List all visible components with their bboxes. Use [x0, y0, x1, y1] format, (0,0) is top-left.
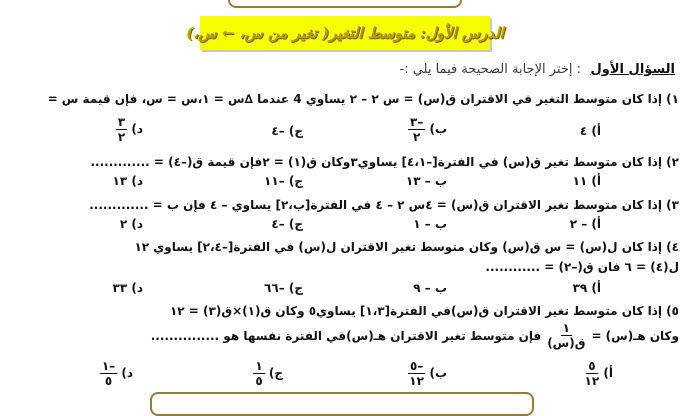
item-1-choice-d-label: د) — [131, 122, 143, 136]
item-5-choice-c[interactable] — [253, 360, 283, 387]
item-1-choice-c[interactable]: ج) –٤ — [271, 124, 303, 138]
item-1-choice-a[interactable]: أ) ٤ — [579, 124, 601, 138]
fraction-numerator: ٥ — [588, 359, 596, 373]
item-4-choices — [0, 281, 693, 299]
item-1-choice-b[interactable] — [408, 116, 447, 143]
item-4-text: ٤) إذا كان ل(س) = س ق(س) وكان متوسط تغير الاقتران ل(س) في الفترة[–٢،٤] يساوي ١٢ — [134, 240, 679, 254]
item-2-choice-d[interactable]: د) ١٣ — [112, 174, 143, 188]
fraction-denominator: ٢ — [412, 130, 421, 144]
item-5-choice-a-fraction — [585, 360, 600, 387]
item-1-choice-b-fraction — [408, 116, 425, 143]
item-1-choice-d[interactable] — [116, 116, 143, 143]
item-5-choice-d-fraction — [100, 360, 117, 387]
item-2-choice-c[interactable]: ج) –١١ — [264, 174, 303, 188]
item-5-text-continued — [151, 322, 679, 349]
fraction-denominator: ٥ — [255, 374, 263, 388]
item-3-choices — [0, 217, 693, 235]
lesson-title: الدرس الأول: متوسط التغير( تغير من س، ← س،) — [186, 24, 504, 42]
item-5-choice-b-label: ب) — [429, 366, 447, 380]
item-2-choices — [0, 174, 693, 192]
fraction-numerator: –١ — [101, 359, 116, 373]
fraction-denominator: ٢ — [117, 130, 126, 144]
fraction-denominator: ٥ — [104, 374, 113, 388]
item-4-choice-b[interactable]: ب – ٩ — [413, 281, 447, 295]
item-5-choices — [0, 360, 693, 394]
item-5-choice-d-label: د) — [121, 366, 133, 380]
fraction-denominator: ق(س) — [547, 336, 586, 350]
item-3-choice-c[interactable]: ج) –٤ — [271, 217, 303, 231]
item-1-choices — [0, 114, 693, 148]
fraction-numerator: –٥ — [409, 359, 424, 373]
item-5-choice-c-label: ج) — [268, 366, 283, 380]
fraction-numerator: ١ — [255, 359, 263, 373]
item-5-choice-a-label: أ) — [603, 366, 613, 380]
item-5-choice-b-fraction — [408, 360, 425, 387]
item-5-choice-a[interactable] — [585, 360, 613, 387]
item-1-choice-d-fraction — [116, 116, 127, 143]
item-3-choice-d[interactable]: د) ٢ — [119, 217, 143, 231]
item-5-text: ٥) إذا كان متوسط تغير الاقتران ق(س)في الفترة[١،٣] يساوي٥ وكان ق(١)×ق(٣) = ١٢ — [169, 304, 679, 318]
fraction-denominator: ١٢ — [409, 374, 424, 388]
item-4-choice-a[interactable]: أ) ٣٩ — [572, 281, 601, 295]
item-4-text-continued: ل(٤) = ٦ فان ق(–٢) = ............ — [485, 260, 679, 274]
item-2-text: ٢) إذا كان متوسط تغير ق(س) في الفترة[–٤،١] يساوي٣وكان ق(١) = ٢فإن قيمة ق(–٤) = ............. — [90, 155, 679, 169]
item-1-text: ١) إذا كان متوسط التغير في الاقتران ق(س) = س ٢ – ٢ يساوي 4 عندما ∆س = ١،س = س، فإن قيمة س = — [47, 92, 679, 106]
item-5-choice-b[interactable] — [408, 360, 447, 387]
item-2-choice-b[interactable]: ب – ١٣ — [405, 174, 447, 188]
question-title: السؤال الأول — [590, 62, 675, 77]
item-4-choice-d[interactable]: د) ٣٣ — [112, 281, 143, 295]
item-3-choice-a[interactable]: أ) – ٢ — [569, 217, 601, 231]
fraction-numerator: ٣ — [117, 115, 126, 129]
item-3-text: ٣) إذا كان متوسط تغير الاقتران ق(س) = ٤س ٢ – ٤ في الفترة[ب،٢] يساوي – ٤ فإن ب = ............. — [89, 198, 679, 212]
fraction-numerator: –٣ — [409, 115, 424, 129]
bottom-frame — [150, 392, 534, 416]
lesson-title-banner — [186, 16, 504, 50]
item-2-choice-a[interactable]: أ) ١١ — [572, 174, 601, 188]
item-1-choice-b-label: ب) — [429, 122, 447, 136]
item-4-choice-c[interactable]: ج) –٦٦ — [264, 281, 303, 295]
item-5-choice-d[interactable] — [100, 360, 133, 387]
item-5-definition-tail: فإن متوسط تغير الاقتران هـ(س)في الفترة نفسها هو ............... — [150, 328, 542, 343]
question-instruction: : إختر الإجابة الصحيحة فيما يلي :- — [399, 62, 581, 77]
item-5-definition-fraction — [547, 322, 585, 349]
top-frame — [228, 0, 462, 8]
fraction-numerator: ١ — [562, 321, 570, 335]
fraction-denominator: ١٢ — [584, 374, 600, 388]
item-3-choice-b[interactable]: ب – ١ — [413, 217, 447, 231]
item-5-definition-label: وكان هـ(س) = — [591, 328, 679, 343]
item-5-choice-c-fraction — [253, 360, 264, 387]
